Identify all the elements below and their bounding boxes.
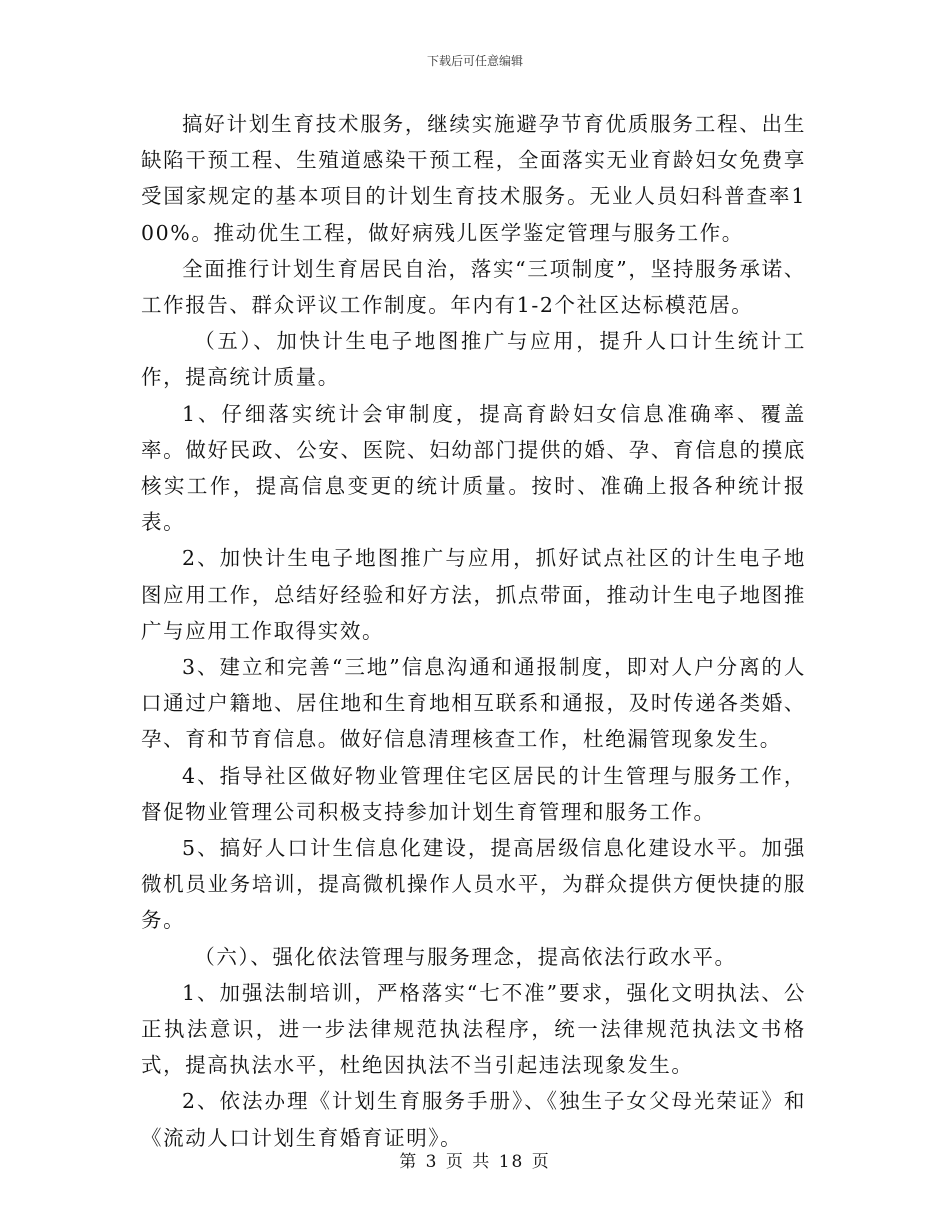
section-heading-six: （六）、强化依法管理与服务理念，提高依法行政水平。: [194, 944, 737, 969]
paragraph-item-2-certificates: 2、依法办理《计划生育服务手册》、《独生子女父母光荣证》和《流动人口计划生育婚育证明》。: [141, 1089, 806, 1150]
paragraph-tech-service: 搞好计划生育技术服务，继续实施避孕节育优质服务工程、出生缺陷干预工程、生殖道感染干预工程，全面落实无业育龄妇女免费享受国家规定的基本项目的计划生育技术服务。无业人员妇科普查率100%。推动优生工程，做好病残儿医学鉴定管理与服务工作。: [141, 112, 806, 245]
page-header-note: 下载后可任意编辑: [426, 54, 523, 68]
paragraph-item-1-legal-training: 1、加强法制培训，严格落实“七不准”要求，强化文明执法、公正执法意识，进一步法律规范执法程序，统一法律规范执法文书格式，提高执法水平，杜绝因执法不当引起违法现象发生。: [141, 980, 806, 1078]
paragraph-item-4-property: 4、指导社区做好物业管理住宅区居民的计生管理与服务工作，督促物业管理公司积极支持参加计划生育管理和服务工作。: [141, 763, 806, 824]
section-heading-five: （五）、加快计生电子地图推广与应用，提升人口计生统计工作，提高统计质量。: [141, 329, 806, 390]
paragraph-resident-autonomy: 全面推行计划生育居民自治，落实“三项制度”，坚持服务承诺、工作报告、群众评议工作制度。年内有1-2个社区达标模范居。: [141, 256, 806, 318]
paragraph-item-2-e-map: 2、加快计生电子地图推广与应用，抓好试点社区的计生电子地图应用工作，总结好经验和好方法，抓点带面，推动计生电子地图推广与应用工作取得实效。: [141, 546, 806, 643]
paragraph-item-5-informatization: 5、搞好人口计生信息化建设，提高居级信息化建设水平。加强微机员业务培训，提高微机操作人员水平，为群众提供方便快捷的服务。: [141, 836, 806, 933]
page-number-footer: 第 3 页 共 18 页: [399, 1152, 551, 1172]
paragraph-item-3-three-places: 3、建立和完善“三地”信息沟通和通报制度，即对人户分离的人口通过户籍地、居住地和生育地相互联系和通报，及时传递各类婚、孕、育和节育信息。做好信息清理核查工作，杜绝漏管现象发生。: [141, 655, 806, 752]
document-body: [141, 106, 806, 1156]
paragraph-item-1-statistics: 1、仔细落实统计会审制度，提高育龄妇女信息准确率、覆盖率。做好民政、公安、医院、妇幼部门提供的婚、孕、育信息的摸底核实工作，提高信息变更的统计质量。按时、准确上报各种统计报表。: [141, 401, 806, 535]
